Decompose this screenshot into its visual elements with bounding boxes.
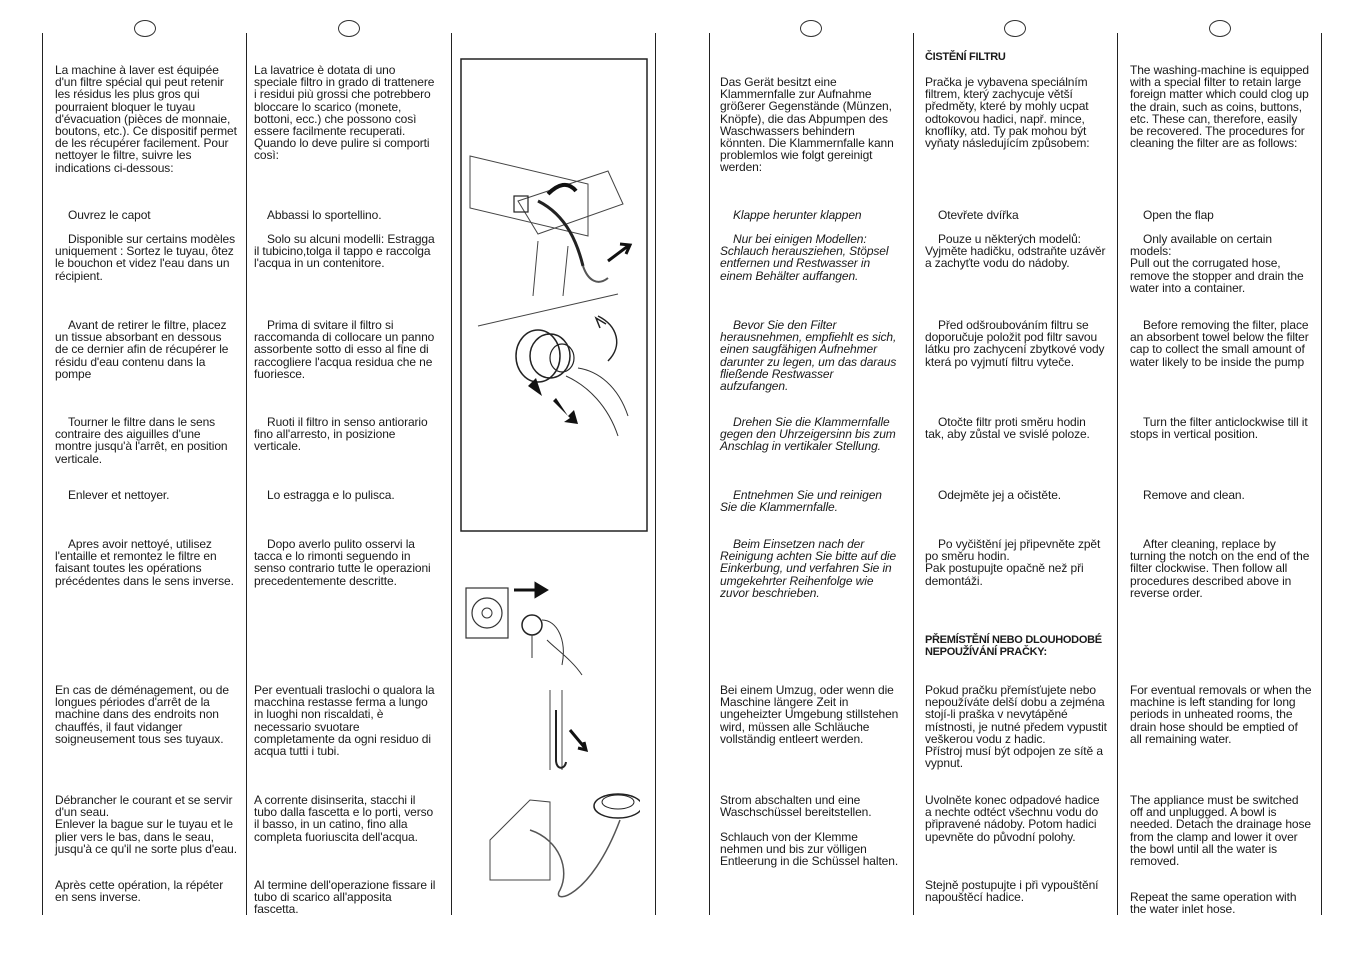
step-turn-filter: Otočte filtr proti směru hodin tak, aby zůstal ve svislé poloze. — [925, 415, 1090, 442]
step-open-flap: Klappe herunter klappen — [733, 208, 862, 222]
step-open-flap: Otevřete dvířka — [938, 208, 1019, 222]
plug-illustration — [462, 580, 592, 680]
intro-text: Pračka je vybavena speciálním filtrem, který zachycuje větší předměty, které by mohly ucpat odtokovou hadici, např. mince, knoflíky, atd. Ty pak mohou být vyňaty následujícím způsobem: — [925, 75, 1090, 151]
column-rule — [709, 33, 710, 915]
column-rule — [42, 33, 43, 915]
moving-text: Bei einem Umzug, oder wenn die Maschine längere Zeit in ungeheizter Umgebung stillstehen wird, müssen alle Schläuche vollständig entleert werden. — [720, 683, 899, 746]
unplug-text: Débrancher le courant et se servir d'un seau. Enlever la bague sur le tuyau et le plier vers le bas, dans le seau, jusqu'à ce qu'il ne sorte plus d'eau. — [55, 793, 237, 856]
step-drain-hose: Pouze u některých modelů: Vyjměte hadičku, odstraňte uzávěr a zachyťte vodu do nádoby. — [925, 232, 1106, 271]
step-turn-filter: Drehen Sie die Klammernfalle gegen den Uhrzeigersinn bis zum Anschlag in vertikaler Stellung. — [720, 415, 896, 454]
intro-text: La machine à laver est équipée d'un filtre spécial qui peut retenir les résidus les plus gros qui pourraient bloquer le tuyau d'évacuation (pièces de monnaie, boutons, etc.). Ce dispositif permet de les récupérer facilement. Pour nettoyer le filtre, suivre les indications ci-dessous: — [55, 63, 237, 175]
step-absorbent-towel: Prima di svitare il filtro si raccomanda di collocare un panno assorbente sotto di esso al fine di raccogliere l'acqua residua che ne fuoriesce. — [254, 318, 435, 381]
section-title-moving: PŘEMÍSTĚNÍ NEBO DLOUHODOBÉ NEPOUŽÍVÁNÍ PRAČKY: — [925, 634, 1102, 658]
repeat-text: Repeat the same operation with the water inlet hose. — [1130, 890, 1297, 917]
step-turn-filter: Turn the filter anticlockwise till it stops in vertical position. — [1130, 415, 1308, 442]
step-drain-hose: Disponible sur certains modèles uniquement : Sortez le tuyau, ôtez le bouchon et videz l'eau dans un récipient. — [55, 232, 235, 283]
moving-text: Pokud pračku přemísťujete nebo nepoužíváte delší dobu a zejména stojí-li praška v nevytápěné místnosti, je nutné předem vypustit veškerou vodu z hadic. Přístroj musí být odpojen ze sítě a vypnut. — [925, 683, 1107, 771]
step-drain-hose: Solo su alcuni modelli: Estragga il tubicino,tolga il tappo e raccolga l'acqua in un contenitore. — [254, 232, 435, 271]
repeat-text: Al termine dell'operazione fissare il tubo di scarico all'apposita fascetta. — [254, 878, 436, 917]
step-drain-hose: Only available on certain models: Pull out the corrugated hose, remove the stopper and drain the water into a container. — [1130, 232, 1304, 295]
language-marker-it — [338, 20, 360, 37]
step-remove-clean: Entnehmen Sie und reinigen Sie die Klammernfalle. — [720, 488, 882, 515]
step-open-flap: Open the flap — [1143, 208, 1214, 222]
intro-text: La lavatrice è dotata di uno speciale filtro in grado di trattenere i residui più grossi che potrebbero bloccare lo scarico (monete, bottoni, ecc.) che possono così essere facilmente recuperati. Quando lo deve pulire si comporti così: — [254, 63, 435, 163]
unplug-text: A corrente disinserita, stacchi il tubo dalla fascetta e lo porti, verso il basso, in un catino, fino alla completa fuoriuscita dell'acqua. — [254, 793, 434, 844]
step-replace-filter: Beim Einsetzen nach der Reinigung achten Sie bitte auf die Einkerbung, und verfahren Sie in umgekehrter Reihenfolge wie zuvor beschrieben. — [720, 537, 897, 600]
step-remove-clean: Lo estragga e lo pulisca. — [267, 488, 395, 502]
hose-illustration — [470, 690, 640, 906]
repeat-text: Schlauch von der Klemme nehmen und bis zur völligen Entleerung in die Schüssel halten. — [720, 830, 899, 869]
step-drain-hose: Nur bei einigen Modellen: Schlauch herausziehen, Stöpsel entfernen und Restwasser in einem Behälter auffangen. — [720, 232, 889, 283]
step-absorbent-towel: Bevor Sie den Filter herausnehmen, empfiehlt es sich, einen saugfähigen Aufnehmer darunter zu legen, um das daraus fließende Restwasser aufzufangen. — [720, 318, 897, 394]
language-marker-fr — [134, 20, 156, 37]
step-remove-clean: Odejměte jej a očistěte. — [938, 488, 1061, 502]
repeat-text: Stejně postupujte i při vypouštění napouštěcí hadice. — [925, 878, 1099, 905]
column-rule — [1117, 33, 1118, 915]
column-rule — [655, 33, 656, 915]
unplug-text: The appliance must be switched off and unplugged. A bowl is needed. Detach the drainage hose from the clamp and lower it over the bowl until all the water is removed. — [1130, 793, 1311, 869]
step-open-flap: Ouvrez le capot — [68, 208, 151, 222]
column-rule — [913, 33, 914, 915]
column-rule — [246, 33, 247, 915]
step-remove-clean: Remove and clean. — [1143, 488, 1245, 502]
step-absorbent-towel: Avant de retirer le filtre, placez un tissue absorbant en dessous de ce dernier afin de récupérer le résidu d'eau contenu dans la pompe — [55, 318, 229, 381]
language-marker-en — [1209, 20, 1231, 37]
moving-text: For eventual removals or when the machine is left standing for long periods in unheated rooms, the drain hose should be emptied of all remaining water. — [1130, 683, 1312, 746]
language-marker-de — [800, 20, 822, 37]
filter-illustration — [458, 56, 650, 534]
unplug-text: Uvolněte konec odpadové hadice a nechte odtéct všechnu vodu do připravené nádoby. Potom hadici upevněte do původní polohy. — [925, 793, 1100, 844]
step-replace-filter: Apres avoir nettoyé, utilisez l'entaille et remontez le filtre en faisant toutes les opérations précédentes dans le sens inverse. — [55, 537, 234, 588]
step-open-flap: Abbassi lo sportellino. — [267, 208, 382, 222]
language-marker-cz — [1004, 20, 1026, 37]
intro-text: Das Gerät besitzt eine Klammernfalle zur Aufnahme größerer Gegenstände (Münzen, Knöpfe), die das Abpumpen des Waschwassers behindern könnten. Die Klammernfalle kann problemlos wie folgt gereinigt werden: — [720, 75, 894, 175]
section-title: ČISTĚNÍ FILTRU — [925, 51, 1006, 63]
moving-text: En cas de déménagement, ou de longues périodes d'arrêt de la machine dans des endroits non chauffés, il faut vidanger soigneusement tous ses tuyaux. — [55, 683, 229, 746]
column-rule — [1321, 33, 1322, 915]
intro-text: The washing-machine is equipped with a special filter to retain large foreign matter which could clog up the drain, such as coins, buttons, etc. These can, therefore, easily be recovered. The procedures for cleaning the filter are as follows: — [1130, 63, 1310, 151]
step-turn-filter: Ruoti il filtro in senso antiorario fino all'arresto, in posizione verticale. — [254, 415, 428, 454]
step-remove-clean: Enlever et nettoyer. — [68, 488, 170, 502]
column-rule — [451, 33, 452, 915]
step-absorbent-towel: Before removing the filter, place an absorbent towel below the filter cap to collect the small amount of water likely to be inside the pump — [1130, 318, 1309, 369]
step-replace-filter: After cleaning, replace by turning the notch on the end of the filter clockwise. Then follow all procedures described above in reverse order. — [1130, 537, 1310, 600]
moving-text: Per eventuali traslochi o qualora la macchina restasse ferma a lungo in luoghi non riscaldati, è necessario svuotare completamente da ogni residuo di acqua tutti i tubi. — [254, 683, 435, 759]
step-replace-filter: Po vyčištění jej připevněte zpět po směru hodin. Pak postupujte opačně než při demontáži. — [925, 537, 1101, 588]
step-replace-filter: Dopo averlo pulito osservi la tacca e lo rimonti seguendo in senso contrario tutte le operazioni precedentemente descritte. — [254, 537, 431, 588]
repeat-text: Après cette opération, la répéter en sens inverse. — [55, 878, 224, 905]
unplug-text: Strom abschalten und eine Waschschüssel bereitstellen. — [720, 793, 872, 820]
step-absorbent-towel: Před odšroubováním filtru se doporučuje položit pod filtr savou látku pro zachycení zbytkové vody která po vyjmutí filtru vyteče. — [925, 318, 1105, 369]
step-turn-filter: Tourner le filtre dans le sens contraire des aiguilles d'une montre jusqu'à l'arrêt, en position verticale. — [55, 415, 228, 466]
